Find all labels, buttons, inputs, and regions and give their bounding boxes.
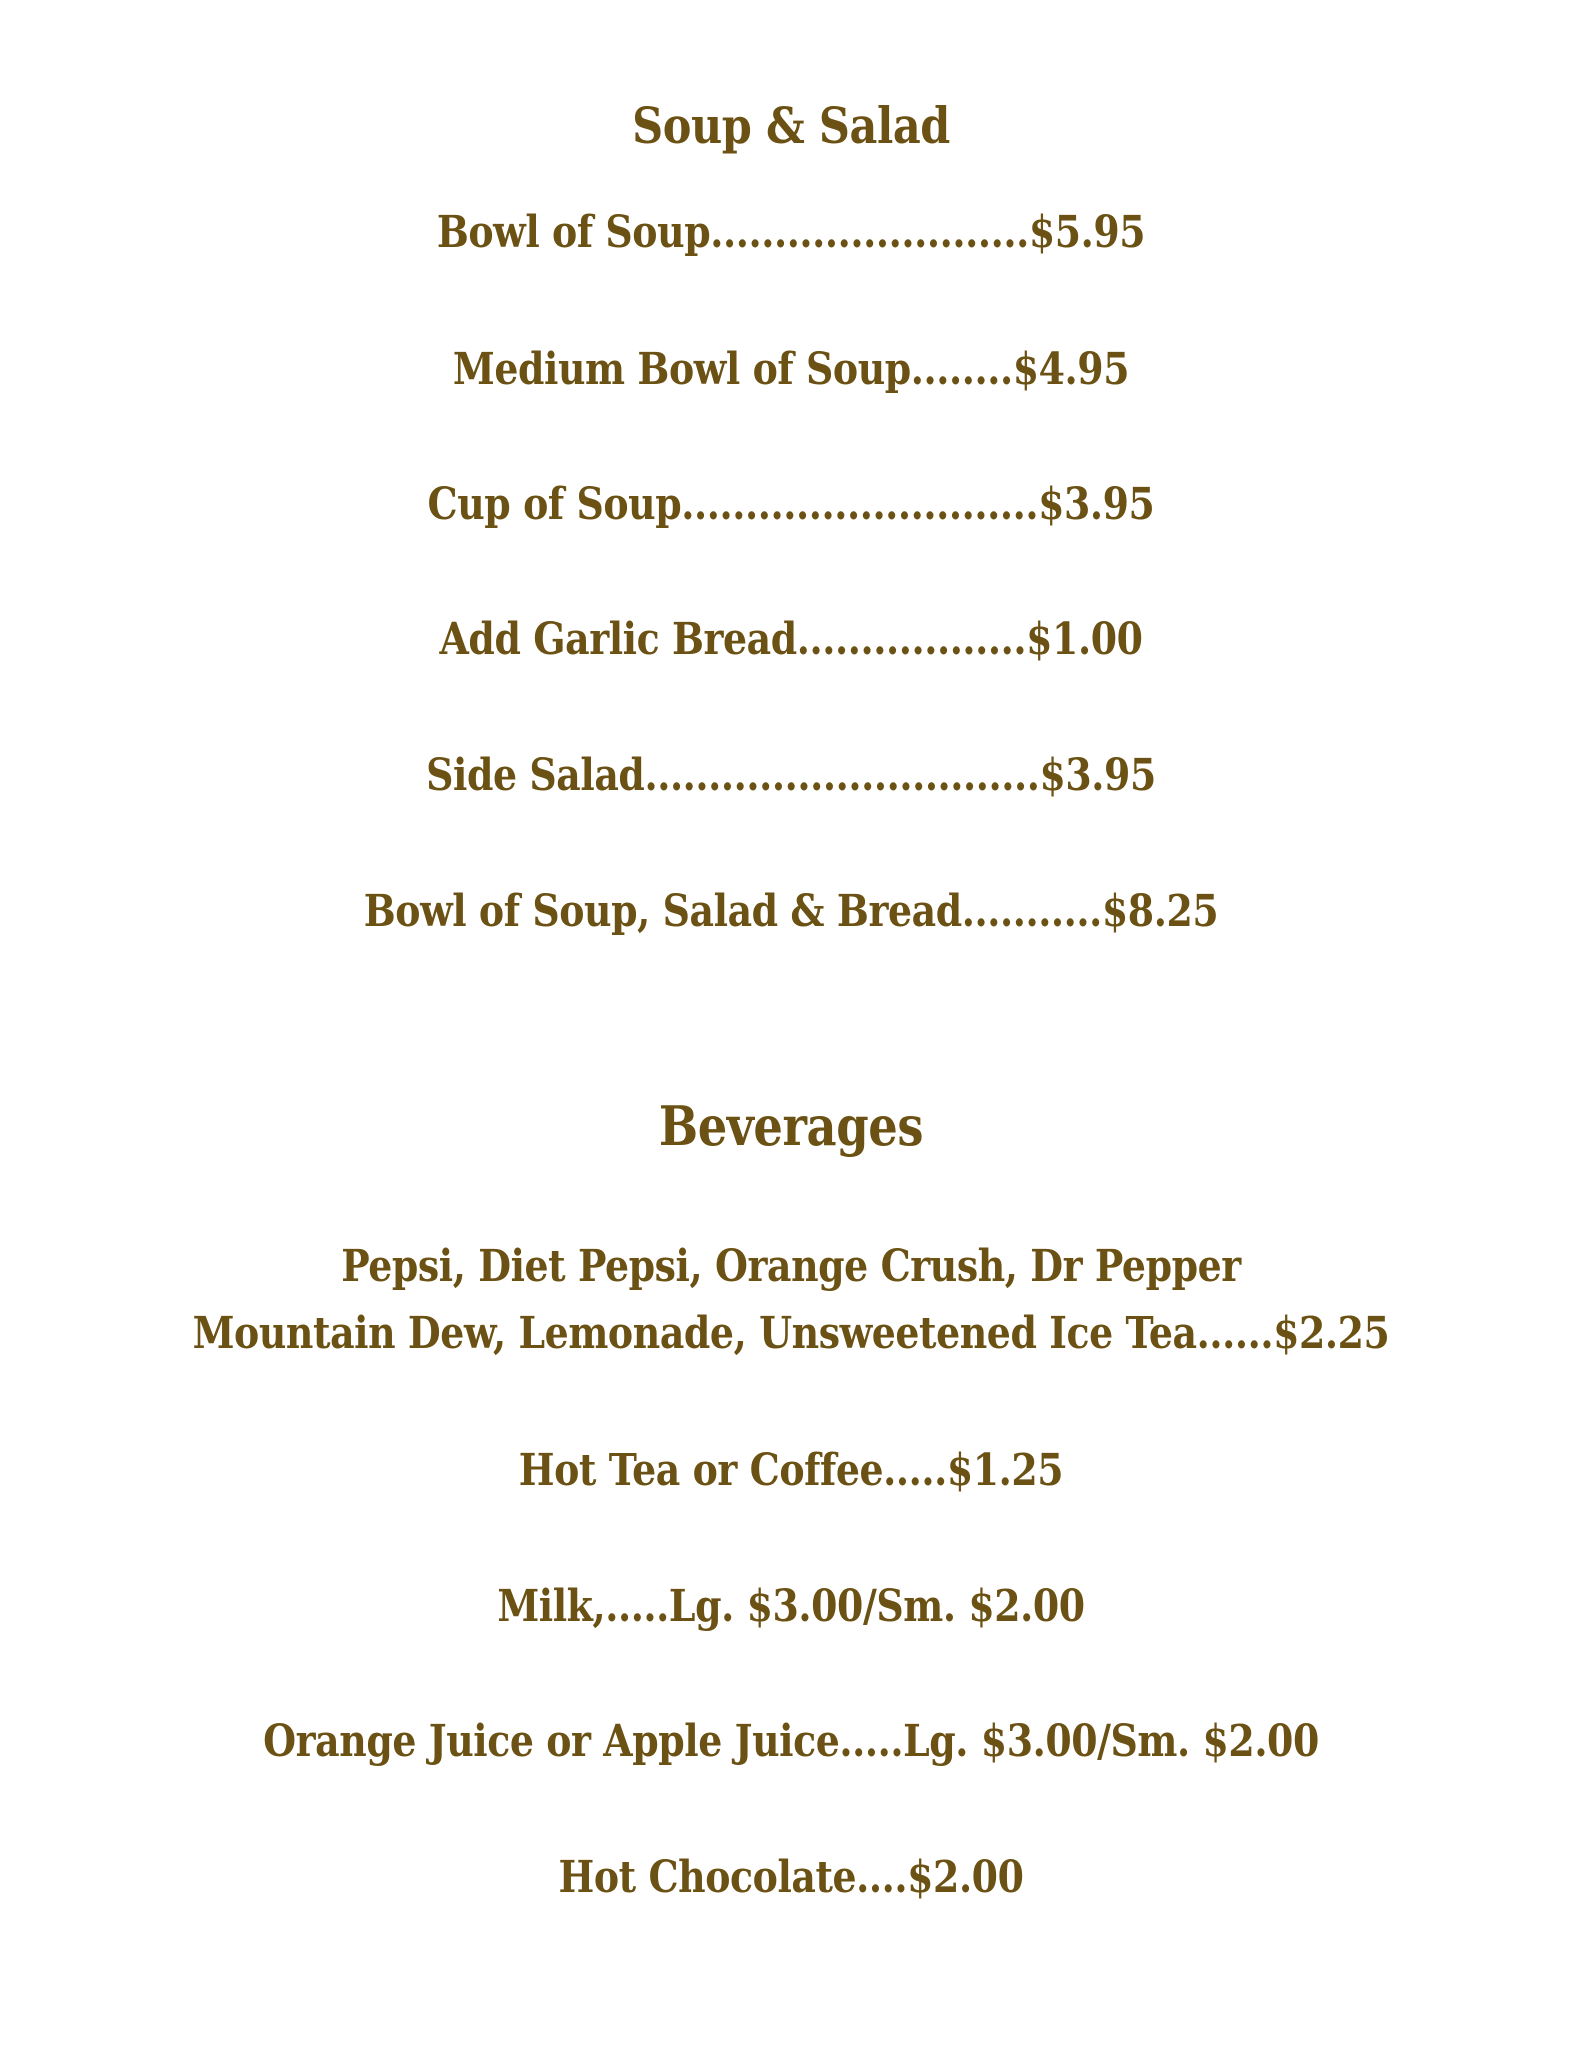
menu-item-sodas-line-1: Pepsi, Diet Pepsi, Orange Crush, Dr Pepper: [341, 1241, 1241, 1292]
menu-item-hot-chocolate: Hot Chocolate....$2.00: [558, 1852, 1024, 1903]
menu-item-side-salad: Side Salad...............................$3.95: [426, 750, 1156, 801]
menu-item-hot-tea-coffee: Hot Tea or Coffee.....$1.25: [518, 1445, 1064, 1496]
menu-item-bowl-of-soup: Bowl of Soup.........................$5.95: [436, 207, 1146, 258]
menu-item-soup-salad-bread-combo: Bowl of Soup, Salad & Bread...........$8.25: [363, 886, 1219, 937]
section-heading-soup-salad: Soup & Salad: [632, 96, 950, 155]
section-heading-beverages: Beverages: [658, 1094, 924, 1158]
menu-item-milk: Milk,.....Lg. $3.00/Sm. $2.00: [497, 1581, 1085, 1632]
menu-item-juice: Orange Juice or Apple Juice.....Lg. $3.00/Sm. $2.00: [263, 1716, 1319, 1767]
menu-item-sodas-line-2: Mountain Dew, Lemonade, Unsweetened Ice Tea......$2.25: [192, 1308, 1390, 1359]
menu-item-add-garlic-bread: Add Garlic Bread..................$1.00: [439, 614, 1143, 665]
menu-item-medium-bowl-of-soup: Medium Bowl of Soup........$4.95: [452, 344, 1130, 395]
menu-item-cup-of-soup: Cup of Soup............................$3.95: [427, 479, 1155, 530]
